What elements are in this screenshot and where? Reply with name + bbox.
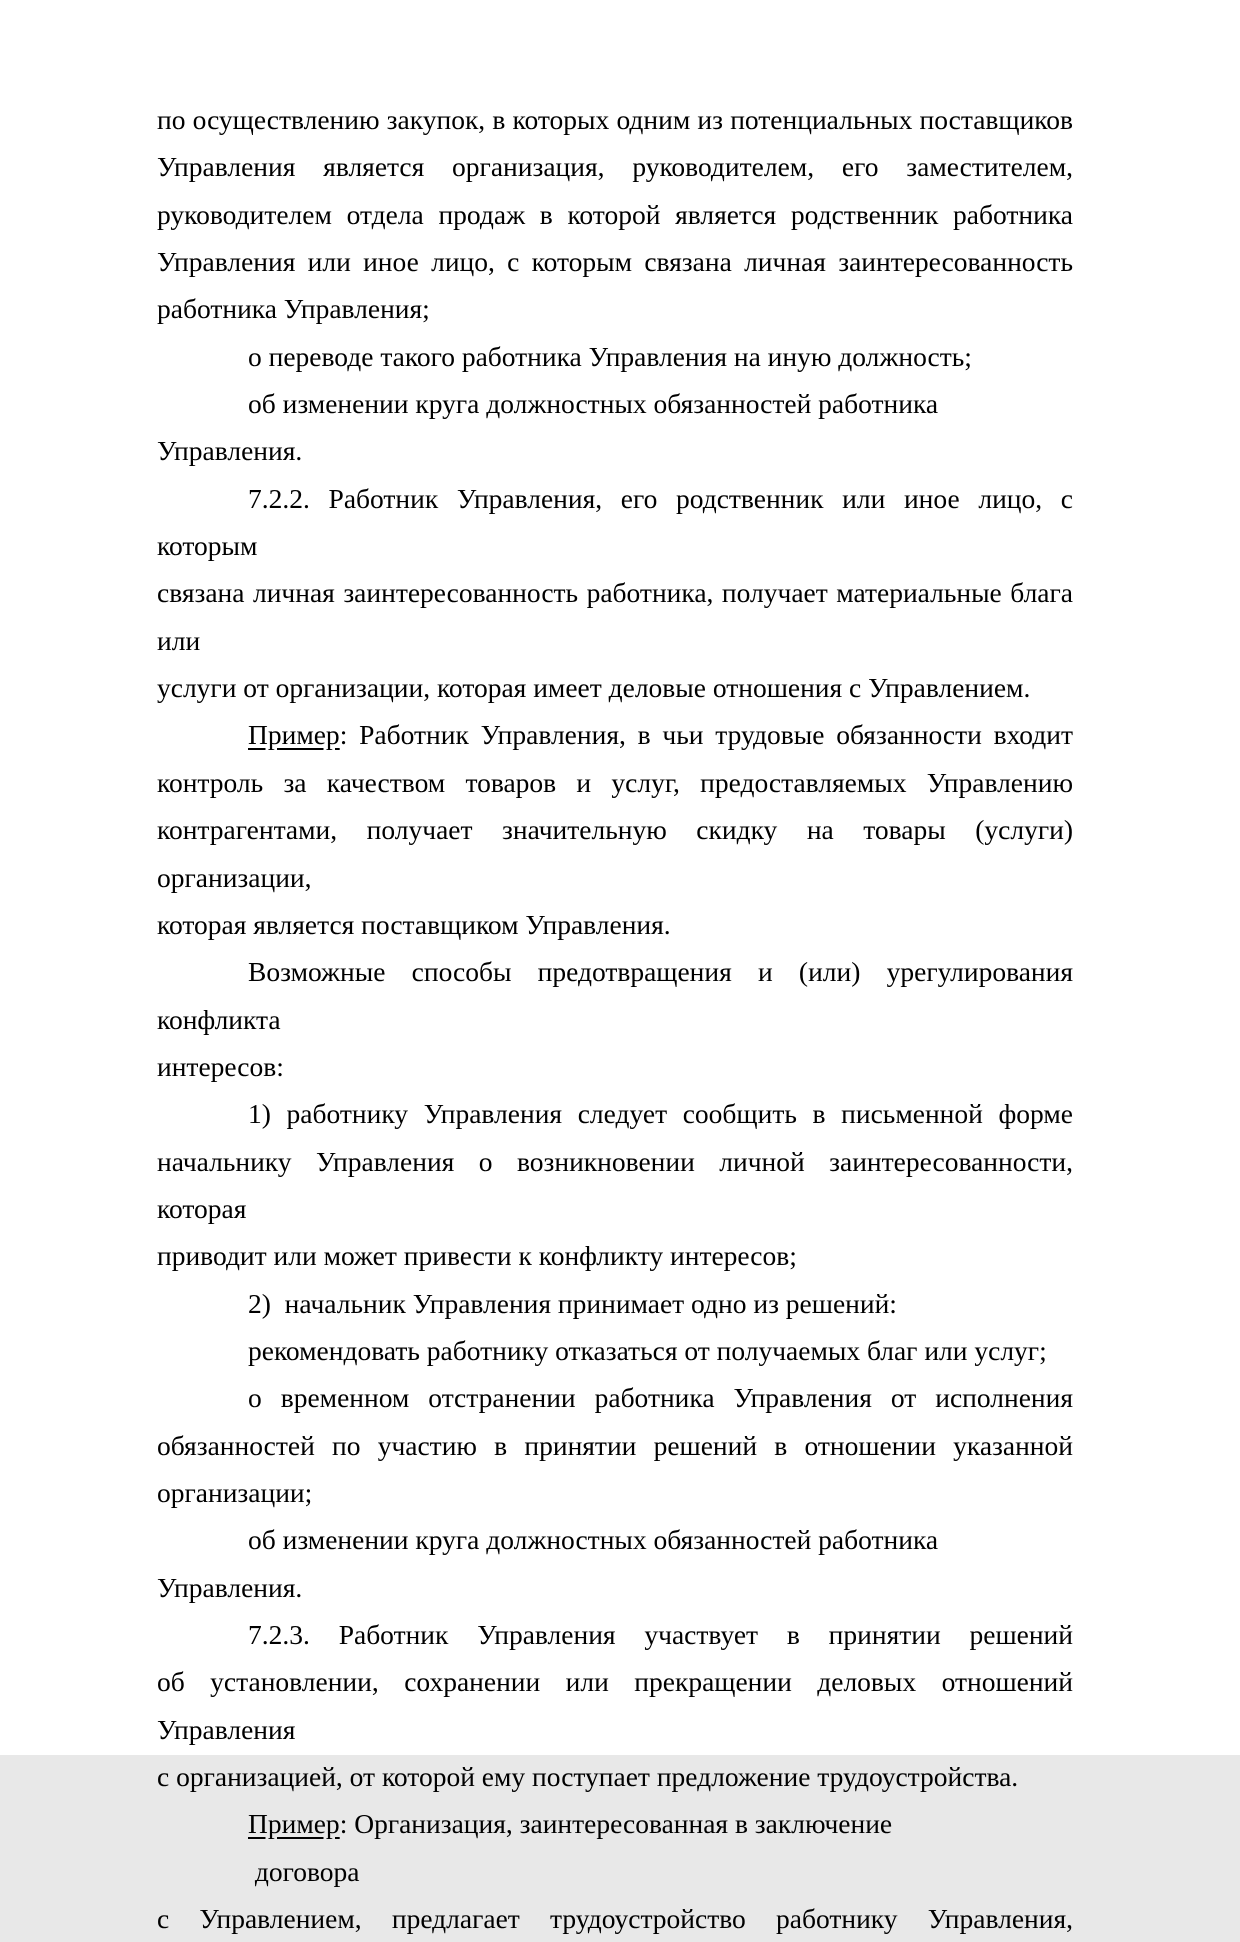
text-run: с Управлением, предлагает трудоустройство работнику Управления, xyxy=(157,1903,1073,1935)
text-line xyxy=(157,1422,1073,1469)
text-line xyxy=(157,1658,1073,1753)
text-run: работника Управления; xyxy=(157,293,430,325)
text-line xyxy=(157,1516,1073,1611)
text-line xyxy=(157,1374,1073,1421)
text-line xyxy=(157,759,1073,806)
text-line xyxy=(157,143,1073,190)
text-run: об изменении круга должностных обязанностей работника Управления. xyxy=(157,1524,939,1603)
text-run: об установлении, сохранении или прекращении деловых отношений Управления xyxy=(157,1666,1073,1745)
text-run: контрагентами, получает значительную скидку на товары (услуги) организации, xyxy=(157,814,1073,893)
text-line xyxy=(157,1090,1073,1137)
text-run: интересов: xyxy=(157,1050,284,1082)
text-line xyxy=(157,191,1073,238)
text-run: 7.2.2. Работник Управления, его родственник или иное лицо, с которым xyxy=(157,482,1073,562)
text-run: начальнику Управления о возникновении личной заинтересованности, которая xyxy=(157,1145,1073,1224)
text-run: по осуществлению закупок, в которых одним из потенциальных поставщиков xyxy=(157,104,1073,135)
text-run: 2) начальник Управления принимает одно из решений: xyxy=(248,1287,897,1319)
text-run: договора xyxy=(248,1855,360,1887)
text-line xyxy=(157,1895,1073,1942)
text-line xyxy=(157,1800,1073,1847)
text-line xyxy=(157,1611,1073,1658)
text-run: обязанностей по участию в принятии решений в отношении указанной xyxy=(157,1429,1073,1461)
text-run: Возможные способы предотвращения и (или) урегулирования конфликта xyxy=(157,956,1073,1035)
text-line xyxy=(157,1280,1073,1327)
text-run: руководителем отдела продаж в которой является родственник работника xyxy=(157,198,1073,230)
text-line xyxy=(157,569,1073,664)
text-run: контроль за качеством товаров и услуг, предоставляемых Управлению xyxy=(157,766,1073,798)
text-run: связана личная заинтересованность работника, получает материальные блага или xyxy=(157,577,1073,656)
text-line xyxy=(157,1138,1073,1233)
underlined-term: Пример xyxy=(248,719,340,751)
text-line xyxy=(157,806,1073,901)
text-run: : Организация, заинтересованная в заключение xyxy=(339,1808,893,1840)
text-line xyxy=(157,1469,1073,1516)
text-line xyxy=(157,96,1073,143)
text-run: о переводе такого работника Управления на иную должность; xyxy=(248,340,972,372)
text-line xyxy=(157,238,1073,285)
text-line xyxy=(157,475,1073,570)
text-line xyxy=(157,1043,1073,1090)
text-run: 1) работнику Управления следует сообщить в письменной форме xyxy=(248,1098,1073,1130)
text-run: об изменении круга должностных обязанностей работника Управления. xyxy=(157,388,939,467)
text-run: 7.2.3. Работник Управления участвует в принятии решений xyxy=(248,1619,1073,1650)
text-line xyxy=(157,1232,1073,1279)
text-line xyxy=(157,711,1073,758)
text-run: которая является поставщиком Управления. xyxy=(157,908,671,940)
text-line xyxy=(157,901,1073,948)
text-run: о временном отстранении работника Управления от исполнения xyxy=(248,1382,1073,1414)
text-line xyxy=(157,1327,1073,1374)
text-run: Управления или иное лицо, с которым связана личная заинтересованность xyxy=(157,246,1073,278)
text-line xyxy=(157,664,1073,711)
text-line xyxy=(157,380,1073,475)
text-line xyxy=(157,1753,1073,1800)
text-block xyxy=(157,96,1073,1942)
text-run: услуги от организации, которая имеет деловые отношения с Управлением. xyxy=(157,672,1031,704)
text-run: : Работник Управления, в чьи трудовые обязанности входит xyxy=(339,719,1073,751)
text-line xyxy=(157,948,1073,1043)
text-run: Управления является организация, руководителем, его заместителем, xyxy=(157,151,1073,183)
text-run: рекомендовать работнику отказаться от получаемых благ или услуг; xyxy=(248,1334,1047,1366)
text-line xyxy=(157,285,1073,332)
text-run: приводит или может привести к конфликту интересов; xyxy=(157,1240,797,1272)
text-run: с организацией, от которой ему поступает предложение трудоустройства. xyxy=(157,1761,1019,1793)
text-line xyxy=(157,333,1073,380)
text-line xyxy=(157,1848,1073,1895)
text-run: организации; xyxy=(157,1476,313,1508)
underlined-term: Пример xyxy=(248,1808,340,1840)
